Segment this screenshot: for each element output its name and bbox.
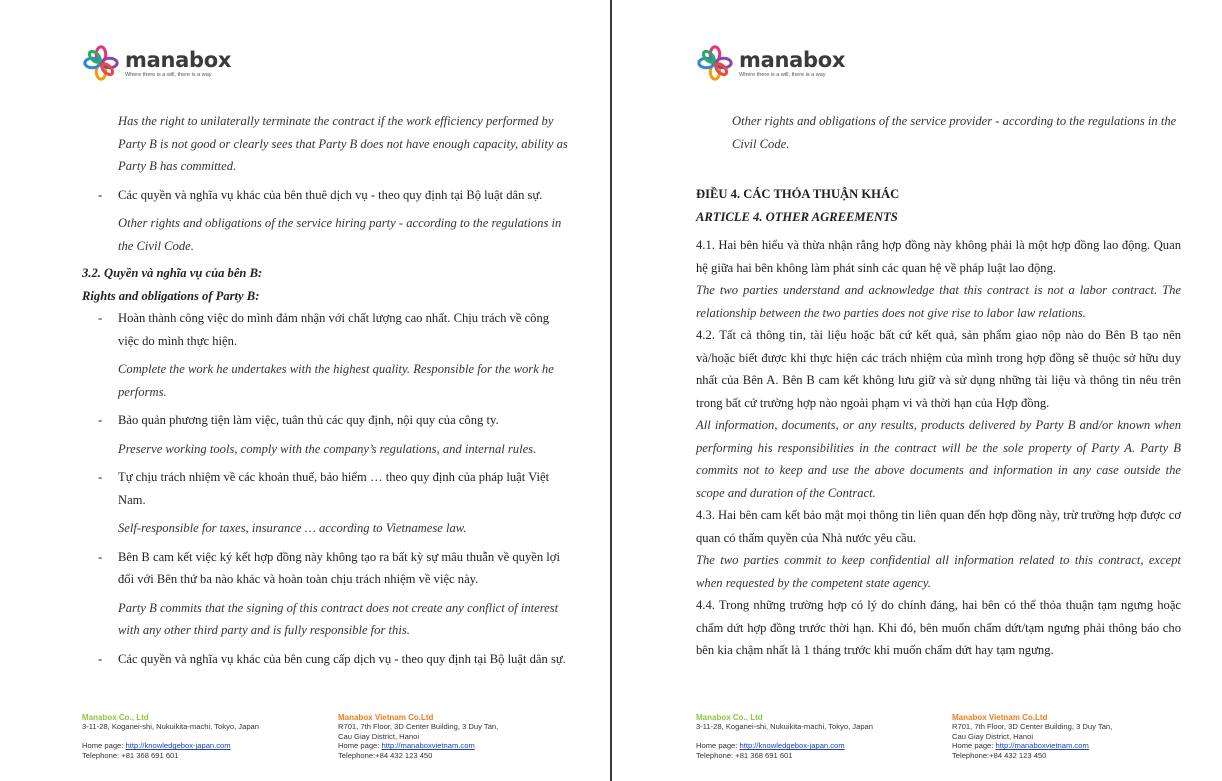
footer-address: 3-11-28, Koganei-shi, Nukuikita-machi, Tokyo, Japan: [696, 722, 873, 732]
list-item-text-vn: Hoàn thành công việc do mình đảm nhận với chất lượng cao nhất. Chịu trách về công việc do mình thực hiện.: [118, 311, 550, 348]
footer-address-line: R701, 7th Floor, 3D Center Building, 3 Duy Tan,: [338, 722, 499, 732]
clause-vn: 4.3. Hai bên cam kết bảo mật mọi thông tin liên quan đến hợp đồng này, trừ trường hợp được cơ quan có thẩm quyền của Nhà nước yêu cầu.: [696, 508, 1181, 545]
footer-company-vn: [338, 713, 578, 760]
footer-address-line: Cau Giay District, Hanoi: [952, 731, 1034, 741]
manabox-flower-icon: [82, 44, 120, 82]
clause-vn: 4.1. Hai bên hiểu và thừa nhận rằng hợp đồng này không phải là một hợp đồng lao động. Quan hệ giữa hai bên không làm phát sinh các quan hệ về pháp luật lao động.: [696, 238, 1181, 275]
brand-tagline: Where there is a will, there is a way: [125, 71, 212, 78]
footer-homepage: [82, 741, 322, 750]
footer-homepage: [696, 741, 936, 750]
list-item-text-vn: Bên B cam kết việc ký kết hợp đồng này không tạo ra bất kỳ sự mâu thuẫn về quyền lợi đối với Bên thứ ba nào khác và hoàn toàn chịu trách nhiệm về việc này.: [118, 549, 560, 586]
brand-name: manabox: [125, 47, 232, 72]
homepage-label: Home page:: [82, 741, 124, 751]
paragraph-en: Has the right to unilaterally terminate the contract if the work efficiency performed by Party B is not good or clearly sees that Party B does not have enough capacity, ability as Party B has committed.: [118, 114, 568, 173]
manabox-flower-icon: [696, 44, 734, 82]
article-heading-vn: ĐIỀU 4. CÁC THỎA THUẬN KHÁC: [696, 187, 900, 201]
footer-telephone: Telephone: +81 368 691 601: [696, 750, 793, 760]
homepage-link[interactable]: http://knowledgebox-japan.com: [125, 741, 231, 751]
clause-en: The two parties commit to keep confidential all information related to this contract, except when requested by the competent state agency.: [696, 553, 1181, 590]
brand-tagline: Where there is a will, there is a way: [739, 71, 826, 78]
footer-homepage: [952, 741, 1192, 750]
list-item: - Hoàn thành công việc do mình đảm nhận với chất lượng cao nhất. Chịu trách về công việc do mình thực hiện.: [98, 311, 550, 348]
list-item: - Các quyền và nghĩa vụ khác của bên cung cấp dịch vụ - theo quy định tại Bộ luật dân sự.: [98, 651, 566, 666]
footer-telephone: Telephone: +81 368 691 601: [82, 750, 179, 760]
list-item: - Các quyền và nghĩa vụ khác của bên thuê dịch vụ - theo quy định tại Bộ luật dân sự.: [98, 187, 543, 202]
paragraph-en: Other rights and obligations of the service hiring party - according to the regulations in the Civil Code.: [118, 216, 562, 253]
homepage-link[interactable]: http://knowledgebox-japan.com: [739, 741, 845, 751]
page-body: [82, 110, 572, 670]
footer-address: 3-11-28, Koganei-shi, Nukuikita-machi, Tokyo, Japan: [82, 722, 259, 732]
document-page-left: [0, 0, 610, 781]
section-heading-vn: 3.2. Quyền và nghĩa vụ của bên B:: [82, 266, 263, 280]
list-item: - Bên B cam kết việc ký kết hợp đồng này không tạo ra bất kỳ sự mâu thuẫn về quyền lợi đối với Bên thứ ba nào khác và hoàn toàn chịu trách nhiệm về việc này.: [98, 549, 560, 586]
footer-company-name: Manabox Co., Ltd: [696, 713, 763, 722]
footer-address-line: R701, 7th Floor, 3D Center Building, 3 Duy Tan,: [952, 722, 1113, 732]
footer-company-vn: [952, 713, 1192, 760]
footer-homepage: [338, 741, 578, 750]
paragraph-en: Party B commits that the signing of this contract does not create any conflict of interest with any other third party and is fully responsible for this.: [118, 600, 559, 637]
clause-en: The two parties understand and acknowledge that this contract is not a labor contract. The relationship between the two parties does not give rise to labor law relations.: [696, 283, 1181, 320]
list-item-text-vn: Các quyền và nghĩa vụ khác của bên thuê dịch vụ - theo quy định tại Bộ luật dân sự.: [118, 187, 543, 202]
paragraph-en: Other rights and obligations of the service provider - according to the regulations in the Civil Code.: [732, 114, 1177, 151]
article-heading-en: ARTICLE 4. OTHER AGREEMENTS: [696, 209, 898, 224]
list-item-text-vn: Các quyền và nghĩa vụ khác của bên cung cấp dịch vụ - theo quy định tại Bộ luật dân sự.: [118, 651, 566, 666]
paragraph-en: Self-responsible for taxes, insurance … according to Vietnamese law.: [118, 521, 467, 535]
section-heading-en: Rights and obligations of Party B:: [82, 288, 260, 303]
homepage-link[interactable]: http://manaboxvietnam.com: [995, 741, 1089, 751]
page-body: [696, 110, 1181, 662]
footer-company-name: Manabox Co., Ltd: [82, 713, 149, 722]
paragraph-en: Complete the work he undertakes with the highest quality. Responsible for the work he performs.: [118, 362, 554, 399]
footer-company-jp: [82, 713, 322, 760]
clause-vn: 4.2. Tất cả thông tin, tài liệu hoặc bất cứ kết quả, sản phẩm giao nộp nào do Bên B tạo nên và/hoặc biết được khi thực hiện các trách nhiệm của mình trong hợp đồng sẽ thuộc sở hữu duy nhất của Bên A. Bên B cam kết không lưu giữ và sử dụng những tài liệu và thông tin nêu trên trong bất cứ trường hợp nào ngoài phạm vi và thời hạn của Hợp đồng.: [696, 328, 1181, 410]
homepage-label: Home page:: [338, 741, 380, 751]
footer-company-name: Manabox Vietnam Co.Ltd: [338, 713, 434, 722]
list-item-text-vn: Tự chịu trách nhiệm về các khoản thuế, bảo hiểm … theo quy định của pháp luật Việt Nam.: [118, 470, 550, 507]
footer-address-line: Cau Giay District, Hanoi: [338, 731, 420, 741]
brand-name: manabox: [739, 47, 846, 72]
list-item: - Bảo quản phương tiện làm việc, tuân thủ các quy định, nội quy của công ty.: [98, 413, 499, 427]
footer-company-name: Manabox Vietnam Co.Ltd: [952, 713, 1048, 722]
homepage-label: Home page:: [696, 741, 738, 751]
clause-en: All information, documents, or any results, products delivered by Party B and/or known when performing his responsibilities in the contract will be the sole property of Party A. Party B commits not to keep and use the above documents and information in any case outside the scope and duration of the Contract.: [696, 418, 1181, 500]
homepage-link[interactable]: http://manaboxvietnam.com: [381, 741, 475, 751]
footer-telephone: Telephone:+84 432 123 450: [952, 750, 1047, 760]
list-item-text-vn: Bảo quản phương tiện làm việc, tuân thủ các quy định, nội quy của công ty.: [118, 413, 499, 427]
paragraph-en: Preserve working tools, comply with the company’s regulations, and internal rules.: [118, 441, 537, 456]
footer-telephone: Telephone:+84 432 123 450: [338, 750, 433, 760]
footer-company-jp: [696, 713, 936, 760]
homepage-label: Home page:: [952, 741, 994, 751]
document-page-right: [612, 0, 1222, 781]
clause-vn: 4.4. Trong những trường hợp có lý do chính đáng, hai bên có thể thỏa thuận tạm ngưng hoặc chấm dứt hợp đồng trước thời hạn. Khi đó, bên muốn chấm dứt/tạm ngưng phải thông báo cho bên kia chậm nhất là 1 tháng trước khi muốn chấm dứt hay tạm ngưng.: [696, 598, 1181, 657]
list-item: - Tự chịu trách nhiệm về các khoản thuế, bảo hiểm … theo quy định của pháp luật Việt Nam.: [98, 470, 550, 507]
manabox-logo: [82, 44, 231, 82]
manabox-logo: [696, 44, 845, 82]
